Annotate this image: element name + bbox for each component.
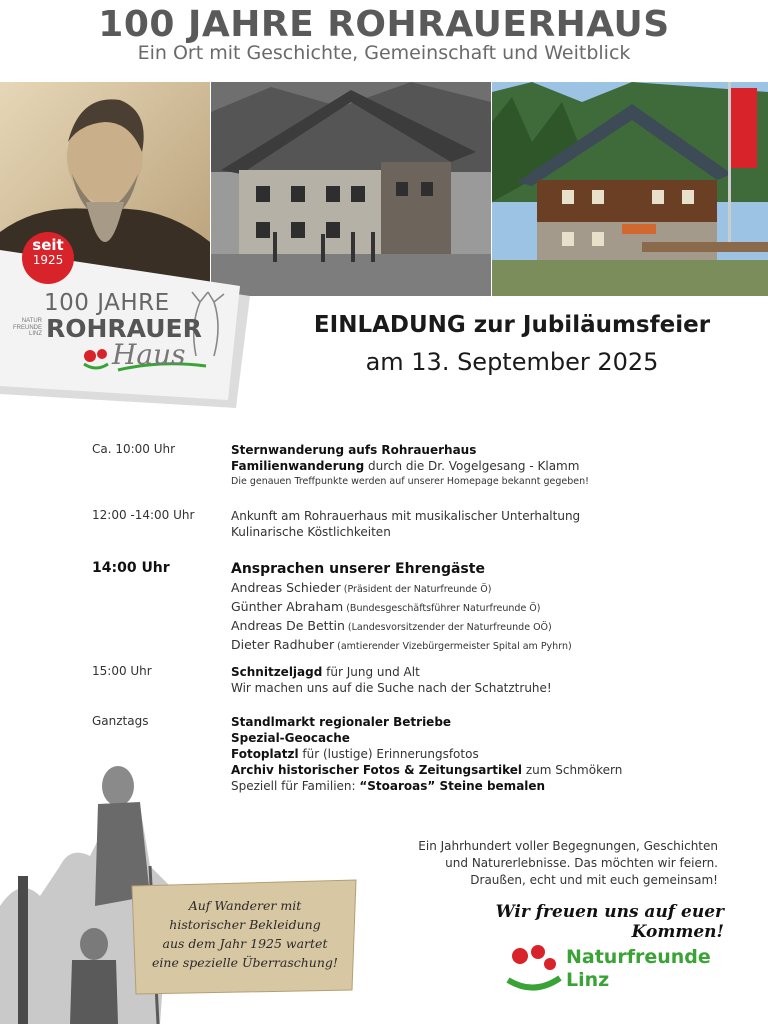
closing-script-line: Wir freuen uns auf euer Kommen! (495, 902, 724, 942)
naturfreunde-name: Naturfreunde Linz (566, 946, 711, 991)
schedule-item-bold: Fotoplatzl (231, 747, 299, 761)
guest-role: (amtierender Vizebürgermeister Spital am Pyhrn) (334, 641, 572, 652)
guest-name: Günther Abraham (231, 599, 344, 614)
schedule-time: 12:00 -14:00 Uhr (92, 508, 195, 522)
schedule-time: Ca. 10:00 Uhr (92, 442, 176, 456)
logo-100-jahre: 100 JAHRE (44, 290, 170, 316)
schedule-item-bold: Schnitzeljagd (231, 665, 323, 679)
invitation-date: am 13. September 2025 (365, 348, 659, 376)
seit-1925-badge: seit 1925 (22, 232, 74, 284)
schedule-item-bold: Archiv historischer Fotos & Zeitungsartikel (231, 763, 522, 777)
schedule-item: Speziell für Familien: (231, 779, 360, 793)
schedule-item: für Jung und Alt (322, 665, 420, 679)
schedule-item: für (lustige) Erinnerungsfotos (298, 747, 479, 761)
logo-rohrauer: ROHRAUER (46, 314, 202, 343)
closing-text: Ein Jahrhundert voller Begegnungen, Geschichten und Naturerlebnisse. Das möchten wir feiern. Draußen, echt und mit euch gemeinsam! (418, 839, 718, 887)
schedule-item: Sternwanderung aufs Rohrauerhaus (231, 443, 477, 457)
guest-name: Andreas De Bettin (231, 618, 345, 633)
invitation-title: EINLADUNG zur Jubiläumsfeier (313, 312, 711, 338)
guest-name: Dieter Radhuber (231, 637, 335, 652)
page-subtitle: Ein Ort mit Geschichte, Gemeinschaft und Weitblick (137, 42, 631, 64)
schedule-item: Spezial-Geocache (231, 731, 350, 745)
schedule-time: 14:00 Uhr (92, 560, 170, 576)
schedule-item-bold: Familienwanderung (231, 459, 365, 473)
surprise-note-text: Auf Wanderer mit historischer Bekleidung aus dem Jahr 1925 wartet eine spezielle Überraschung! (152, 898, 338, 970)
schedule-item: Wir machen uns auf die Suche nach der Schatztruhe! (231, 681, 552, 695)
schedule-item: durch die Dr. Vogelgesang - Klamm (364, 459, 580, 473)
schedule-item: Ankunft am Rohrauerhaus mit musikalischer Unterhaltung (231, 509, 581, 523)
historic-house-photo (211, 82, 491, 296)
schedule-note: Die genauen Treffpunkte werden auf unserer Homepage bekannt gegeben! (231, 476, 589, 487)
schedule-time: 15:00 Uhr (92, 664, 152, 678)
guest-name: Andreas Schieder (231, 580, 341, 595)
logo-haus: Haus (112, 338, 186, 371)
logo-nf-label: NATUR FREUNDE LINZ (12, 318, 42, 338)
schedule-item: Standlmarkt regionaler Betriebe (231, 715, 452, 729)
modern-house-photo (492, 82, 768, 296)
schedule-item-bold: “Stoaroas” Steine bemalen (359, 779, 546, 793)
page-title: 100 JAHRE ROHRAUERHAUS (98, 4, 670, 45)
schedule-item: Ansprachen unserer Ehrengäste (231, 561, 485, 577)
schedule-time: Ganztags (92, 714, 149, 728)
guest-role: (Präsident der Naturfreunde Ö) (340, 584, 492, 595)
schedule-item: zum Schmökern (522, 763, 623, 777)
schedule-item: Kulinarische Köstlichkeiten (231, 525, 391, 539)
guest-role: (Landesvorsitzender der Naturfreunde OÖ) (344, 622, 552, 633)
edelweiss-icon (508, 945, 560, 988)
guest-role: (Bundesgeschäftsführer Naturfreunde Ö) (343, 603, 541, 614)
